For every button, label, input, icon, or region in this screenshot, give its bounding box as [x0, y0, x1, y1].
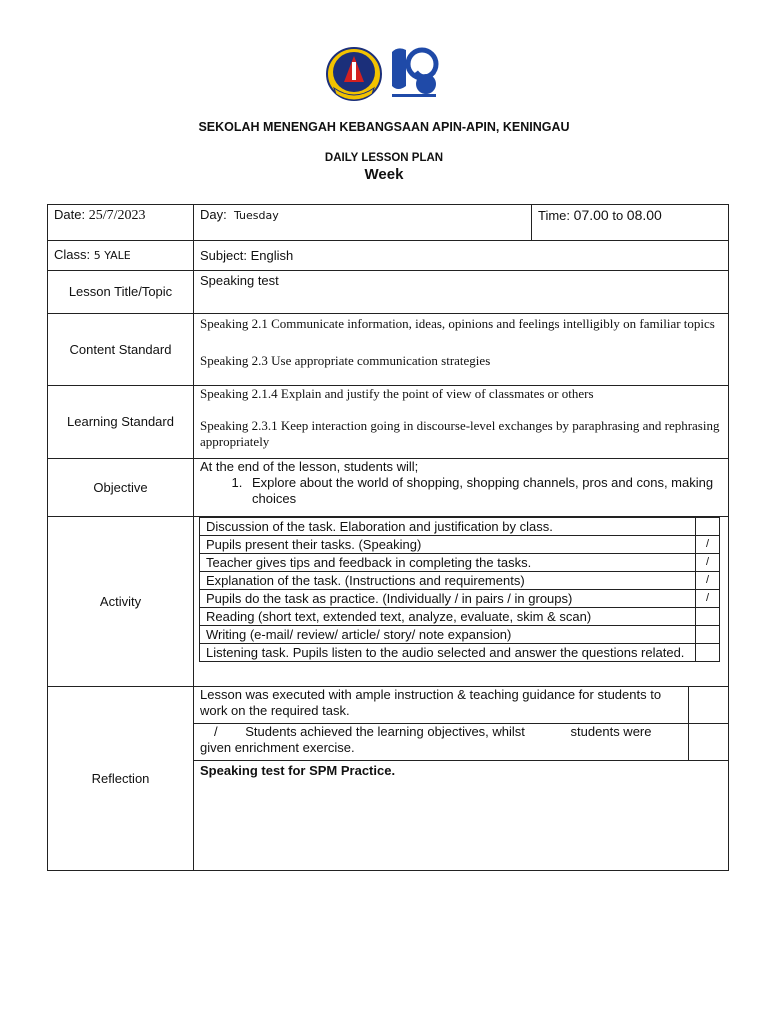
- objective-cell: [194, 459, 729, 517]
- activity-check: [696, 608, 720, 626]
- learning-standard-1: Speaking 2.1.4 Explain and justify the point of view of classmates or others: [200, 386, 594, 401]
- activity-item: [200, 590, 720, 608]
- learning-standard-2: Speaking 2.3.1 Keep interaction going in discourse-level exchanges by paraphrasing and rephrasing appropriately: [200, 418, 720, 449]
- activity-item: [200, 554, 720, 572]
- reflection-box-2: [688, 723, 728, 760]
- activity-text: Pupils present their tasks. (Speaking): [200, 536, 696, 554]
- day-value: Tuesday: [233, 209, 279, 222]
- class-cell: [48, 241, 194, 271]
- anniversary-badge-icon: [388, 46, 440, 100]
- activity-check: /: [696, 572, 720, 590]
- class-value: 5 YALE: [93, 249, 131, 262]
- lesson-title-label: Lesson Title/Topic: [48, 271, 194, 314]
- objective-intro: At the end of the lesson, students will;: [200, 459, 419, 474]
- activity-check: [696, 644, 720, 662]
- reflection-option-2: [194, 723, 728, 760]
- reflection-row: [48, 687, 729, 871]
- date-value: 25/7/2023: [88, 208, 146, 223]
- class-label: Class:: [54, 247, 91, 262]
- activity-text: Pupils do the task as practice. (Individually / in pairs / in groups): [200, 590, 696, 608]
- activity-text: Teacher gives tips and feedback in completing the tasks.: [200, 554, 696, 572]
- content-standard-label: Content Standard: [48, 314, 194, 386]
- school-crest-icon: [326, 42, 444, 106]
- day-cell: [194, 205, 532, 241]
- time-start: 07.00: [573, 207, 609, 223]
- reflection-label: Reflection: [48, 687, 194, 871]
- content-standard-cell: [194, 314, 729, 386]
- learning-standard-row: [48, 386, 729, 459]
- activity-text: Listening task. Pupils listen to the audio selected and answer the questions related.: [200, 644, 696, 662]
- lesson-title-row: [48, 271, 729, 314]
- activity-check: /: [696, 536, 720, 554]
- time-label: Time:: [538, 208, 571, 223]
- activity-item: [200, 572, 720, 590]
- activity-item: [200, 608, 720, 626]
- content-standard-2: Speaking 2.3 Use appropriate communication strategies: [200, 353, 491, 368]
- activity-item: [200, 518, 720, 536]
- activity-item: [200, 536, 720, 554]
- learning-standard-label: Learning Standard: [48, 386, 194, 459]
- objective-item: 1. Explore about the world of shopping, shopping channels, pros and cons, making choices: [246, 475, 722, 507]
- reflection-text-2: [194, 723, 688, 760]
- day-label: Day:: [200, 207, 227, 222]
- activity-text: Explanation of the task. (Instructions and requirements): [200, 572, 696, 590]
- activity-text: Discussion of the task. Elaboration and justification by class.: [200, 518, 696, 536]
- time-cell: [532, 205, 729, 241]
- objective-row: [48, 459, 729, 517]
- time-separator: to: [612, 208, 624, 223]
- time-end: 08.00: [626, 207, 662, 223]
- objective-list: [200, 475, 722, 507]
- date-label: Date:: [54, 207, 86, 222]
- school-logos: [326, 42, 444, 106]
- week-label: Week: [364, 166, 404, 183]
- date-row: [48, 205, 729, 241]
- reflection-text-2a: Students achieved the learning objectives, whilst: [245, 723, 525, 739]
- date-cell: [48, 205, 194, 241]
- lesson-title-value: Speaking test: [194, 271, 729, 314]
- activity-row: [48, 517, 729, 687]
- plan-title: DAILY LESSON PLAN: [324, 152, 444, 164]
- objective-label: Objective: [48, 459, 194, 517]
- activity-check: [696, 518, 720, 536]
- activity-text: Writing (e-mail/ review/ article/ story/ note expansion): [200, 626, 696, 644]
- reflection-text-1: Lesson was executed with ample instruction & teaching guidance for students to work on the required task.: [194, 687, 688, 723]
- subject-cell: [194, 241, 729, 271]
- activity-check: /: [696, 554, 720, 572]
- reflection-text-2b: students were given enrichment exercise.: [200, 723, 652, 755]
- activity-check: [696, 626, 720, 644]
- subject-label: Subject: English: [200, 247, 294, 263]
- learning-standard-cell: [194, 386, 729, 459]
- activity-text: Reading (short text, extended text, analyze, evaluate, skim & scan): [200, 608, 696, 626]
- reflection-option-1: [194, 687, 728, 723]
- class-row: [48, 241, 729, 271]
- content-standard-1: Speaking 2.1 Communicate information, ideas, opinions and feelings intelligibly on familiar topics: [200, 316, 715, 331]
- content-standard-row: [48, 314, 729, 386]
- reflection-note-row: [194, 760, 728, 870]
- reflection-note: Speaking test for SPM Practice.: [194, 760, 728, 870]
- reflection-table: [194, 687, 728, 870]
- activity-check: /: [696, 590, 720, 608]
- activity-item: [200, 644, 720, 662]
- activity-cell: [194, 517, 729, 687]
- activity-checklist: [199, 517, 720, 662]
- school-name: SEKOLAH MENENGAH KEBANGSAAN APIN-APIN, KENINGAU: [198, 120, 570, 134]
- reflection-mark-2: /: [214, 723, 218, 739]
- reflection-box-1: [688, 687, 728, 723]
- activity-label: Activity: [48, 517, 194, 687]
- lesson-plan-table: [47, 204, 729, 871]
- reflection-cell: [194, 687, 729, 871]
- activity-item: [200, 626, 720, 644]
